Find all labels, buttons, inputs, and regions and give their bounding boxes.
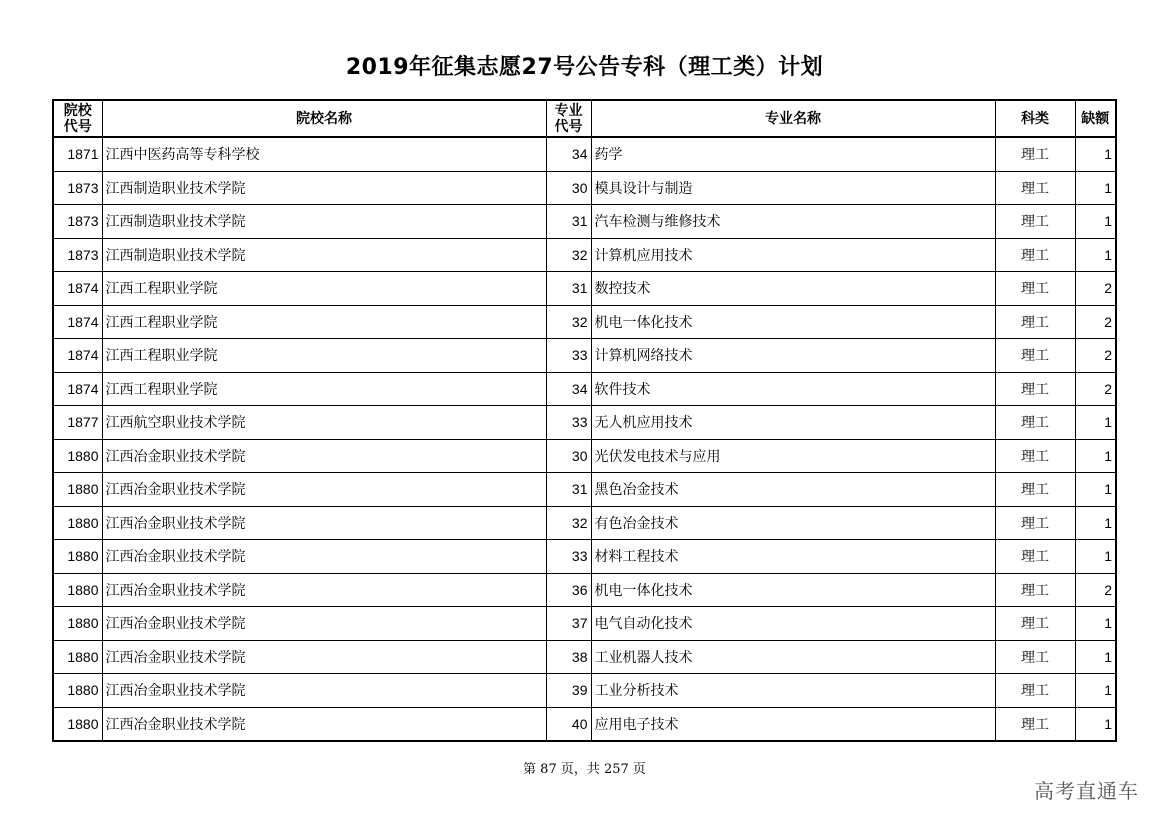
cell-school-name: 江西制造职业技术学院 xyxy=(102,205,546,239)
cell-major-name: 软件技术 xyxy=(591,372,995,406)
cell-category: 理工 xyxy=(995,439,1075,473)
cell-major-name: 机电一体化技术 xyxy=(591,305,995,339)
cell-vacancy: 1 xyxy=(1075,439,1116,473)
cell-category: 理工 xyxy=(995,607,1075,641)
cell-major-name: 工业分析技术 xyxy=(591,674,995,708)
cell-school-name: 江西制造职业技术学院 xyxy=(102,171,546,205)
cell-vacancy: 1 xyxy=(1075,707,1116,741)
document-title: 2019年征集志愿27号公告专科（理工类）计划 xyxy=(345,55,824,80)
cell-category: 理工 xyxy=(995,205,1075,239)
cell-major-name: 材料工程技术 xyxy=(591,540,995,574)
watermark: 高考直通车 xyxy=(1034,779,1139,803)
cell-category: 理工 xyxy=(995,506,1075,540)
table-row xyxy=(53,305,1116,339)
cell-major-name: 计算机网络技术 xyxy=(591,339,995,373)
cell-school-code: 1873 xyxy=(53,205,102,239)
cell-vacancy: 1 xyxy=(1075,406,1116,440)
cell-school-code: 1880 xyxy=(53,473,102,507)
cell-major-code: 33 xyxy=(546,339,591,373)
cell-school-code: 1880 xyxy=(53,506,102,540)
cell-major-name: 机电一体化技术 xyxy=(591,573,995,607)
cell-major-name: 数控技术 xyxy=(591,272,995,306)
cell-major-code: 33 xyxy=(546,540,591,574)
cell-category: 理工 xyxy=(995,674,1075,708)
cell-major-name: 药学 xyxy=(591,137,995,171)
cell-school-code: 1874 xyxy=(53,372,102,406)
cell-category: 理工 xyxy=(995,339,1075,373)
cell-major-code: 32 xyxy=(546,238,591,272)
cell-school-code: 1880 xyxy=(53,707,102,741)
cell-vacancy: 2 xyxy=(1075,573,1116,607)
cell-major-name: 有色冶金技术 xyxy=(591,506,995,540)
cell-school-code: 1874 xyxy=(53,339,102,373)
cell-school-code: 1880 xyxy=(53,540,102,574)
table-row xyxy=(53,272,1116,306)
table-row xyxy=(53,238,1116,272)
table-row xyxy=(53,607,1116,641)
cell-school-name: 江西冶金职业技术学院 xyxy=(102,707,546,741)
cell-major-code: 33 xyxy=(546,406,591,440)
cell-major-name: 工业机器人技术 xyxy=(591,640,995,674)
cell-major-code: 30 xyxy=(546,439,591,473)
table-row xyxy=(53,506,1116,540)
cell-vacancy: 1 xyxy=(1075,540,1116,574)
cell-category: 理工 xyxy=(995,272,1075,306)
cell-school-code: 1873 xyxy=(53,238,102,272)
cell-school-code: 1873 xyxy=(53,171,102,205)
cell-major-code: 34 xyxy=(546,372,591,406)
table-row xyxy=(53,171,1116,205)
cell-school-name: 江西冶金职业技术学院 xyxy=(102,573,546,607)
header-school-name: 院校名称 xyxy=(102,100,546,137)
cell-major-code: 31 xyxy=(546,473,591,507)
page-footer: 第 87 页，共 257 页 xyxy=(523,762,646,777)
cell-school-name: 江西工程职业学院 xyxy=(102,339,546,373)
cell-vacancy: 1 xyxy=(1075,473,1116,507)
cell-category: 理工 xyxy=(995,171,1075,205)
header-major-name: 专业名称 xyxy=(591,100,995,137)
cell-category: 理工 xyxy=(995,305,1075,339)
cell-major-code: 38 xyxy=(546,640,591,674)
table-row xyxy=(53,540,1116,574)
cell-school-name: 江西冶金职业技术学院 xyxy=(102,506,546,540)
cell-major-code: 32 xyxy=(546,506,591,540)
cell-school-code: 1871 xyxy=(53,137,102,171)
cell-category: 理工 xyxy=(995,707,1075,741)
cell-major-name: 应用电子技术 xyxy=(591,707,995,741)
table-row xyxy=(53,406,1116,440)
table-row xyxy=(53,205,1116,239)
cell-major-name: 光伏发电技术与应用 xyxy=(591,439,995,473)
cell-major-name: 模具设计与制造 xyxy=(591,171,995,205)
cell-vacancy: 1 xyxy=(1075,238,1116,272)
cell-vacancy: 2 xyxy=(1075,372,1116,406)
cell-school-name: 江西工程职业学院 xyxy=(102,272,546,306)
cell-school-name: 江西工程职业学院 xyxy=(102,305,546,339)
cell-major-name: 无人机应用技术 xyxy=(591,406,995,440)
cell-major-code: 31 xyxy=(546,272,591,306)
table-row xyxy=(53,573,1116,607)
cell-school-name: 江西工程职业学院 xyxy=(102,372,546,406)
cell-school-name: 江西冶金职业技术学院 xyxy=(102,674,546,708)
cell-vacancy: 1 xyxy=(1075,205,1116,239)
table-row xyxy=(53,674,1116,708)
cell-major-code: 32 xyxy=(546,305,591,339)
cell-school-code: 1880 xyxy=(53,573,102,607)
cell-major-code: 30 xyxy=(546,171,591,205)
cell-vacancy: 1 xyxy=(1075,171,1116,205)
cell-school-name: 江西中医药高等专科学校 xyxy=(102,137,546,171)
cell-school-name: 江西冶金职业技术学院 xyxy=(102,540,546,574)
cell-school-name: 江西冶金职业技术学院 xyxy=(102,640,546,674)
cell-major-code: 36 xyxy=(546,573,591,607)
table-row xyxy=(53,372,1116,406)
cell-major-code: 40 xyxy=(546,707,591,741)
header-school-code: 院校代号 xyxy=(53,100,102,137)
cell-school-name: 江西冶金职业技术学院 xyxy=(102,439,546,473)
table-row xyxy=(53,137,1116,171)
cell-school-code: 1877 xyxy=(53,406,102,440)
cell-category: 理工 xyxy=(995,573,1075,607)
cell-major-code: 34 xyxy=(546,137,591,171)
cell-category: 理工 xyxy=(995,238,1075,272)
cell-vacancy: 2 xyxy=(1075,339,1116,373)
header-vacancy: 缺额 xyxy=(1075,100,1116,137)
cell-category: 理工 xyxy=(995,137,1075,171)
header-major-code: 专业代号 xyxy=(546,100,591,137)
cell-school-code: 1880 xyxy=(53,640,102,674)
table-row xyxy=(53,439,1116,473)
cell-school-name: 江西冶金职业技术学院 xyxy=(102,607,546,641)
cell-school-code: 1880 xyxy=(53,439,102,473)
cell-category: 理工 xyxy=(995,406,1075,440)
plan-table xyxy=(52,99,1117,742)
cell-school-code: 1874 xyxy=(53,272,102,306)
cell-major-name: 黑色冶金技术 xyxy=(591,473,995,507)
table-row xyxy=(53,640,1116,674)
cell-vacancy: 1 xyxy=(1075,640,1116,674)
cell-school-code: 1880 xyxy=(53,674,102,708)
cell-major-code: 37 xyxy=(546,607,591,641)
table-header-row xyxy=(53,100,1116,137)
cell-school-name: 江西冶金职业技术学院 xyxy=(102,473,546,507)
header-category: 科类 xyxy=(995,100,1075,137)
cell-category: 理工 xyxy=(995,372,1075,406)
table-row xyxy=(53,473,1116,507)
cell-vacancy: 1 xyxy=(1075,137,1116,171)
cell-category: 理工 xyxy=(995,540,1075,574)
cell-major-name: 电气自动化技术 xyxy=(591,607,995,641)
cell-major-code: 39 xyxy=(546,674,591,708)
cell-major-name: 计算机应用技术 xyxy=(591,238,995,272)
cell-school-name: 江西制造职业技术学院 xyxy=(102,238,546,272)
cell-vacancy: 2 xyxy=(1075,272,1116,306)
cell-major-code: 31 xyxy=(546,205,591,239)
cell-vacancy: 1 xyxy=(1075,674,1116,708)
cell-vacancy: 1 xyxy=(1075,607,1116,641)
cell-school-code: 1880 xyxy=(53,607,102,641)
cell-major-name: 汽车检测与维修技术 xyxy=(591,205,995,239)
table-row xyxy=(53,339,1116,373)
cell-category: 理工 xyxy=(995,473,1075,507)
cell-vacancy: 1 xyxy=(1075,506,1116,540)
cell-school-code: 1874 xyxy=(53,305,102,339)
cell-vacancy: 2 xyxy=(1075,305,1116,339)
cell-category: 理工 xyxy=(995,640,1075,674)
cell-school-name: 江西航空职业技术学院 xyxy=(102,406,546,440)
table-row xyxy=(53,707,1116,741)
